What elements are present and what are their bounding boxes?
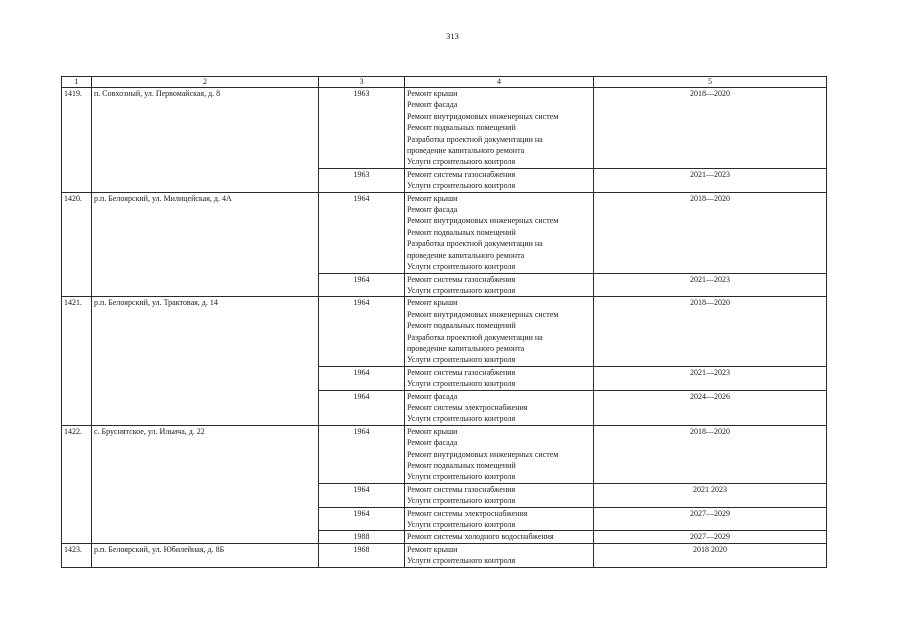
repair-work-item: Ремонт крыши [407,193,458,203]
repair-period: 2018—2020 [594,192,827,273]
building-number: 1422. [62,425,92,543]
commissioning-year: 1964 [319,273,405,297]
repair-work-item: Ремонт внутридомовых инженерных систем [407,449,559,459]
repair-period: 2018—2020 [594,88,827,169]
repair-work-item: Ремонт фасада [407,438,458,448]
repair-work-item: Ремонт подвальных помещений [407,461,516,470]
building-address: р.п. Белоярский, ул. Милицейская, д. 4А [92,192,319,297]
commissioning-year: 1964 [319,390,405,425]
repair-works-list [405,543,594,567]
table-body [62,77,827,568]
repair-work-item: Услуги строительного контроля [407,496,516,506]
column-number-row [62,77,827,88]
repair-work-item: Услуги строительного контроля [407,285,516,295]
repair-work-item: Ремонт системы газоснабжения [407,367,516,377]
repair-works-list [405,192,594,273]
building-number: 1419. [62,88,92,193]
repair-work-item: Ремонт системы электроснабжения [407,508,528,518]
repair-period: 2021—2023 [594,168,827,192]
repair-work-item: Ремонт системы газоснабжения [407,274,516,284]
column-number-4: 4 [405,77,594,88]
commissioning-year: 1963 [319,88,405,169]
repair-works-list [405,483,594,507]
repair-work-item: Услуги строительного контроля [407,556,516,566]
repair-work-item: Ремонт внутридомовых инженерных систем [407,216,559,226]
repair-work-item: Разработка проектной документации на [407,134,543,144]
repair-work-item: Ремонт подвальных помещений [407,227,516,237]
repair-work-item: Ремонт системы газоснабжения [407,484,516,494]
repair-work-item: Ремонт крыши [407,89,458,98]
building-number: 1423. [62,543,92,567]
repair-works-list [405,273,594,297]
repair-period: 2021 2023 [594,483,827,507]
commissioning-year: 1964 [319,425,405,483]
repair-works-list [405,366,594,390]
repair-works-list [405,168,594,192]
repair-work-item: проведение капитального ремонта [407,343,525,353]
building-address: р.п. Белоярский, ул. Трактовая, д. 14 [92,297,319,425]
repair-works-list [405,297,594,366]
repair-works-list [405,88,594,169]
repair-work-item: Ремонт внутридомовых инженерных систем [407,111,559,121]
table-row [62,192,827,273]
repair-work-item: Ремонт фасада [407,205,458,215]
building-address: с. Бруснятское, ул. Ильича, д. 22 [92,425,319,543]
repair-works-list [405,531,594,543]
repair-work-item: Ремонт внутридомовых инженерных систем [407,309,559,319]
repair-work-item: Ремонт крыши [407,298,458,308]
repair-works-list [405,425,594,483]
commissioning-year: 1964 [319,192,405,273]
page-number: 313 [446,31,459,41]
building-number: 1420. [62,192,92,297]
repair-work-item: Ремонт системы холодного водоснабжения [407,532,554,542]
column-number-5: 5 [594,77,827,88]
building-address: п. Совхозный, ул. Первомайская, д. 8 [92,88,319,193]
commissioning-year: 1964 [319,366,405,390]
repair-work-item: Ремонт подвальных помещений [407,123,516,133]
building-number: 1421. [62,297,92,425]
repair-work-item: Услуги строительного контроля [407,520,516,530]
repair-work-item: проведение капитального ремонта [407,146,525,156]
table-row [62,425,827,483]
repair-work-item: Ремонт подвальных помещений [407,321,516,331]
commissioning-year: 1964 [319,507,405,531]
column-number-3: 3 [319,77,405,88]
repair-work-item: Ремонт фасада [407,391,458,401]
repair-work-item: Услуги строительного контроля [407,355,516,365]
repair-period: 2024—2026 [594,390,827,425]
commissioning-year: 1968 [319,543,405,567]
repair-period: 2027—2029 [594,531,827,543]
table-row [62,88,827,169]
repair-work-item: Ремонт системы газоснабжения [407,169,516,179]
repair-period: 2018 2020 [594,543,827,567]
repair-work-item: Разработка проектной документации на [407,239,543,249]
repair-period: 2021—2023 [594,273,827,297]
repair-work-item: проведение капитального ремонта [407,250,525,260]
commissioning-year: 1963 [319,168,405,192]
column-number-2: 2 [92,77,319,88]
repair-works-list [405,390,594,425]
repair-work-item: Ремонт фасада [407,100,458,110]
repair-work-item: Услуги строительного контроля [407,181,516,191]
repair-work-item: Услуги строительного контроля [407,157,516,167]
table-row [62,543,827,567]
repair-work-item: Услуги строительного контроля [407,414,516,424]
repair-works-list [405,507,594,531]
repair-work-item: Услуги строительного контроля [407,379,516,389]
repair-work-item: Услуги строительного контроля [407,472,516,482]
repair-period: 2027—2029 [594,507,827,531]
column-number-1: 1 [62,77,92,88]
repair-work-item: Услуги строительного контроля [407,262,516,272]
commissioning-year: 1964 [319,297,405,366]
building-address: р.п. Белоярский, ул. Юбилейная, д. 8Б [92,543,319,567]
repair-work-item: Разработка проектной документации на [407,332,543,342]
repair-work-item: Ремонт крыши [407,544,458,554]
repair-work-item: Ремонт системы электроснабжения [407,402,528,412]
commissioning-year: 1964 [319,483,405,507]
table-row [62,297,827,366]
repair-period: 2018—2020 [594,425,827,483]
repair-period: 2021—2023 [594,366,827,390]
commissioning-year: 1988 [319,531,405,543]
capital-repair-table [61,76,827,568]
repair-work-item: Ремонт крыши [407,426,458,436]
repair-period: 2018—2020 [594,297,827,366]
